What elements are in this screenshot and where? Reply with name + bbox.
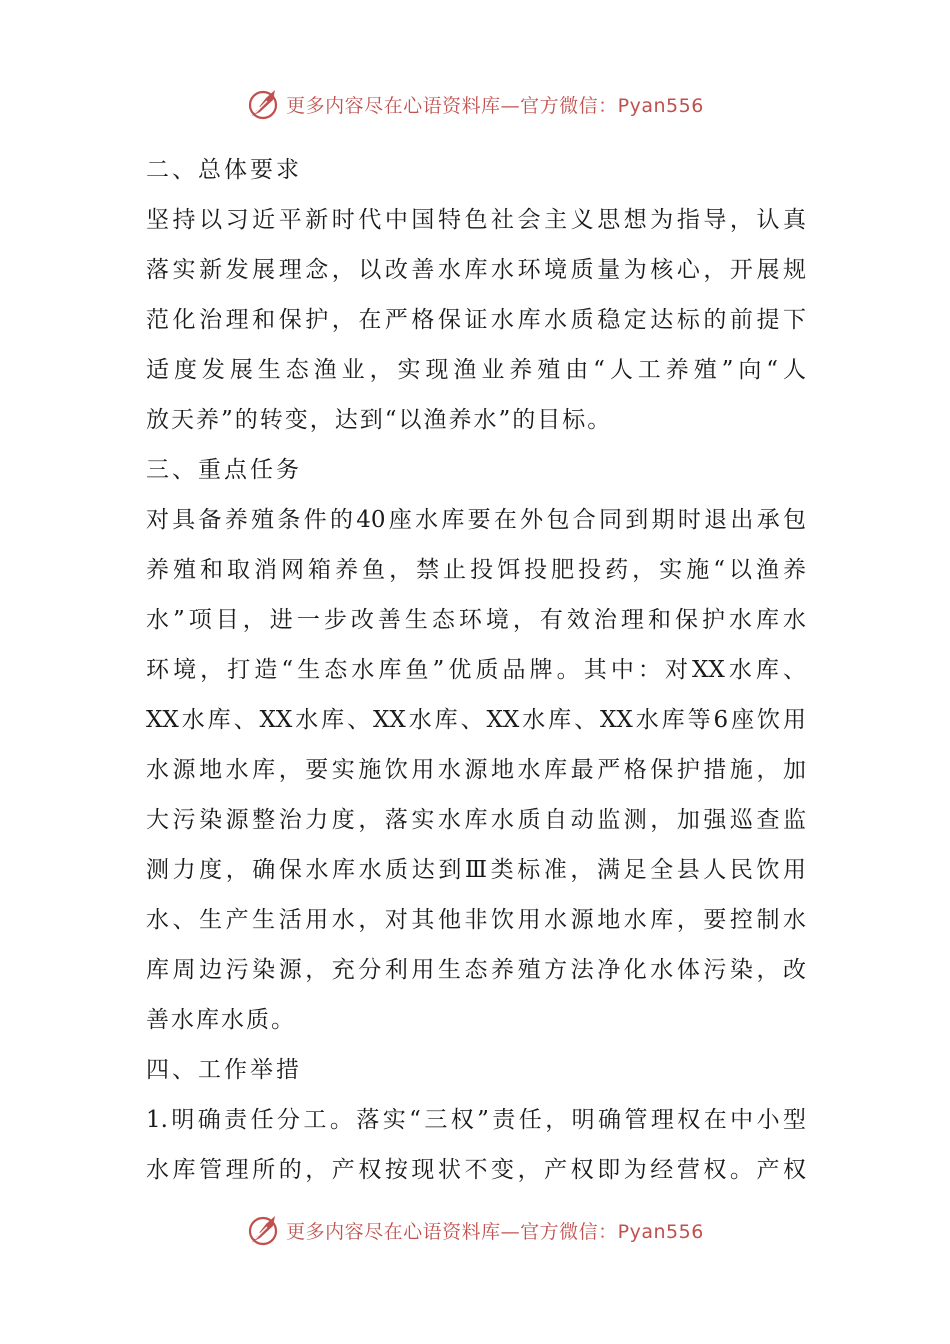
paragraph-line: 适度发展生态渔业，实现渔业养殖由“人工养殖”向“人 xyxy=(146,357,806,383)
paragraph-line: 水、生产生活用水，对其他非饮用水源地水库，要控制水 xyxy=(146,907,806,933)
paragraph-line: 落实新发展理念，以改善水库水环境质量为核心，开展规 xyxy=(146,257,806,283)
section-heading: 三、重点任务 xyxy=(146,457,302,483)
paragraph-line: 大污染源整治力度，落实水库水质自动监测，加强巡查监 xyxy=(146,807,806,833)
paragraph-line: 养殖和取消网箱养鱼，禁止投饵投肥投药，实施“以渔养 xyxy=(146,557,806,583)
section-heading: 二、总体要求 xyxy=(146,157,302,183)
paragraph-line: 坚持以习近平新时代中国特色社会主义思想为指导，认真 xyxy=(146,207,806,233)
paragraph-line: 范化治理和保护，在严格保证水库水质稳定达标的前提下 xyxy=(146,307,806,333)
paragraph-line: 1.明确责任分工。落实“三权”责任，明确管理权在中小型 xyxy=(146,1107,806,1133)
quill-pen-circle-icon xyxy=(246,1212,282,1248)
document-body xyxy=(146,145,806,1195)
paragraph-line: 水源地水库，要实施饮用水源地水库最严格保护措施，加 xyxy=(146,757,806,783)
paragraph-line: 环境，打造“生态水库鱼”优质品牌。其中：对XX水库、 xyxy=(146,657,806,683)
banner-text: 更多内容尽在心语资料库—官方微信：Pyan556 xyxy=(286,1220,704,1243)
paragraph-line: 测力度，确保水库水质达到Ⅲ类标准，满足全县人民饮用 xyxy=(146,857,806,883)
paragraph-line: 水”项目，进一步改善生态环境，有效治理和保护水库水 xyxy=(146,607,806,633)
paragraph-line: 放天养”的转变，达到“以渔养水”的目标。 xyxy=(146,407,613,433)
paragraph-line: 水库管理所的，产权按现状不变，产权即为经营权。产权 xyxy=(146,1157,806,1183)
banner-wechat-id: Pyan556 xyxy=(617,94,704,117)
quill-pen-circle-icon xyxy=(246,86,282,122)
section-heading: 四、工作举措 xyxy=(146,1057,302,1083)
header-banner xyxy=(0,84,950,124)
banner-text: 更多内容尽在心语资料库—官方微信：Pyan556 xyxy=(286,94,704,117)
paragraph-line: 对具备养殖条件的40座水库要在外包合同到期时退出承包 xyxy=(146,507,806,533)
paragraph-line: 库周边污染源，充分利用生态养殖方法净化水体污染，改 xyxy=(146,957,806,983)
paragraph-line: 善水库水质。 xyxy=(146,1007,296,1033)
footer-banner xyxy=(0,1210,950,1250)
paragraph-line: XX水库、XX水库、XX水库、XX水库、XX水库等6座饮用 xyxy=(146,707,806,733)
banner-wechat-id: Pyan556 xyxy=(617,1220,704,1243)
